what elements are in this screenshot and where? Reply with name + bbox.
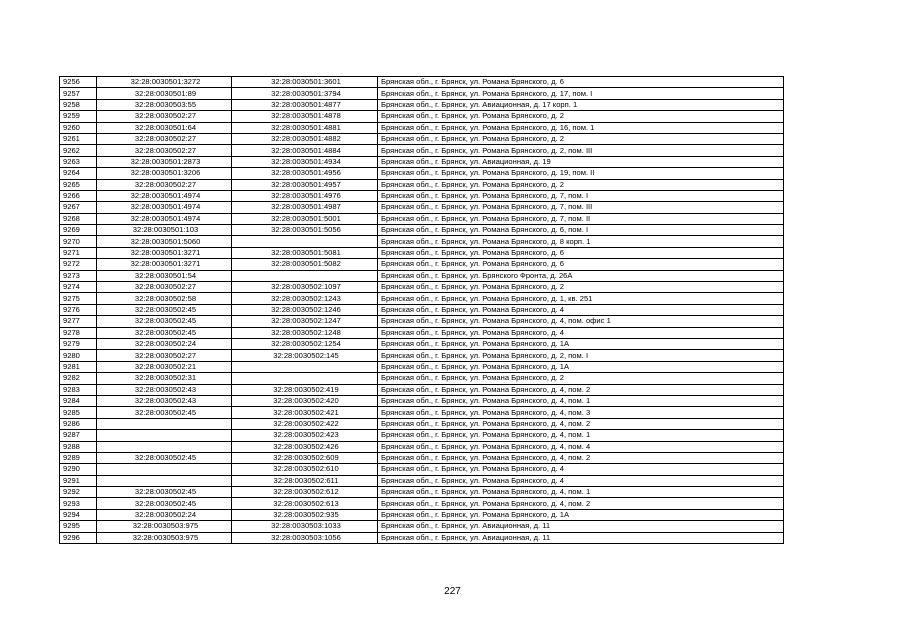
- address-cell: Брянская обл., г. Брянск, ул. Романа Брянского, д. 1А: [378, 338, 784, 349]
- cadastral-number-cell: 32:28:0030501:89: [97, 88, 232, 99]
- address-cell: Брянская обл., г. Брянск, ул. Романа Брянского, д. 6: [378, 77, 784, 88]
- object-cadastral-number-cell: 32:28:0030502:609: [232, 452, 378, 463]
- cadastral-number-cell: 32:28:0030501:64: [97, 122, 232, 133]
- object-cadastral-number-cell: 32:28:0030501:4956: [232, 168, 378, 179]
- object-cadastral-number-cell: 32:28:0030501:4976: [232, 190, 378, 201]
- table-row: [60, 259, 784, 270]
- address-cell: Брянская обл., г. Брянск, ул. Романа Брянского, д. 1А: [378, 509, 784, 520]
- address-cell: Брянская обл., г. Брянск, ул. Романа Брянского, д. 2: [378, 282, 784, 293]
- address-cell: Брянская обл., г. Брянск, ул. Романа Брянского, д. 7, пом. III: [378, 202, 784, 213]
- cadastral-number-cell: 32:28:0030501:3271: [97, 259, 232, 270]
- row-number-cell: 9296: [60, 532, 97, 543]
- object-cadastral-number-cell: 32:28:0030502:1097: [232, 282, 378, 293]
- table-row: [60, 179, 784, 190]
- row-number-cell: 9256: [60, 77, 97, 88]
- cadastral-number-cell: 32:28:0030501:5060: [97, 236, 232, 247]
- address-cell: Брянская обл., г. Брянск, ул. Романа Брянского, д. 4, пом. 1: [378, 395, 784, 406]
- row-number-cell: 9274: [60, 282, 97, 293]
- address-cell: Брянская обл., г. Брянск, ул. Романа Брянского, д. 6, пом. I: [378, 225, 784, 236]
- address-cell: Брянская обл., г. Брянск, ул. Романа Брянского, д. 4, пом. 2: [378, 418, 784, 429]
- row-number-cell: 9263: [60, 156, 97, 167]
- cadastral-number-cell: 32:28:0030502:21: [97, 361, 232, 372]
- address-cell: Брянская обл., г. Брянск, ул. Романа Брянского, д. 1, кв. 251: [378, 293, 784, 304]
- row-number-cell: 9276: [60, 304, 97, 315]
- row-number-cell: 9292: [60, 487, 97, 498]
- row-number-cell: 9281: [60, 361, 97, 372]
- cadastral-number-cell: 32:28:0030501:2873: [97, 156, 232, 167]
- address-cell: Брянская обл., г. Брянск, ул. Романа Брянского, д. 7, пом. II: [378, 213, 784, 224]
- cadastral-number-cell: [97, 418, 232, 429]
- row-number-cell: 9279: [60, 338, 97, 349]
- row-number-cell: 9293: [60, 498, 97, 509]
- object-cadastral-number-cell: 32:28:0030503:1056: [232, 532, 378, 543]
- row-number-cell: 9294: [60, 509, 97, 520]
- row-number-cell: 9266: [60, 190, 97, 201]
- table-body: [60, 77, 784, 544]
- cadastral-number-cell: 32:28:0030502:45: [97, 304, 232, 315]
- object-cadastral-number-cell: 32:28:0030502:611: [232, 475, 378, 486]
- address-cell: Брянская обл., г. Брянск, ул. Романа Брянского, д. 4: [378, 304, 784, 315]
- address-cell: Брянская обл., г. Брянск, ул. Романа Брянского, д. 2: [378, 179, 784, 190]
- table-row: [60, 190, 784, 201]
- table-row: [60, 430, 784, 441]
- cadastral-number-cell: 32:28:0030501:3271: [97, 247, 232, 258]
- table-row: [60, 168, 784, 179]
- address-cell: Брянская обл., г. Брянск, ул. Романа Брянского, д. 4, пом. 3: [378, 407, 784, 418]
- cadastral-number-cell: 32:28:0030502:24: [97, 509, 232, 520]
- row-number-cell: 9261: [60, 133, 97, 144]
- cadastral-number-cell: 32:28:0030501:4974: [97, 213, 232, 224]
- address-cell: Брянская обл., г. Брянск, ул. Романа Брянского, д. 1А: [378, 361, 784, 372]
- table-row: [60, 521, 784, 532]
- cadastral-number-cell: 32:28:0030503:55: [97, 99, 232, 110]
- row-number-cell: 9282: [60, 373, 97, 384]
- table-row: [60, 213, 784, 224]
- address-cell: Брянская обл., г. Брянск, ул. Романа Брянского, д. 4, пом. офис 1: [378, 316, 784, 327]
- object-cadastral-number-cell: [232, 373, 378, 384]
- table-row: [60, 487, 784, 498]
- cadastral-number-cell: 32:28:0030502:43: [97, 395, 232, 406]
- address-cell: Брянская обл., г. Брянск, ул. Романа Брянского, д. 2: [378, 373, 784, 384]
- address-cell: Брянская обл., г. Брянск, ул. Романа Брянского, д. 16, пом. 1: [378, 122, 784, 133]
- address-cell: Брянская обл., г. Брянск, ул. Романа Брянского, д. 7, пом. I: [378, 190, 784, 201]
- row-number-cell: 9270: [60, 236, 97, 247]
- object-cadastral-number-cell: [232, 270, 378, 281]
- address-cell: Брянская обл., г. Брянск, ул. Романа Брянского, д. 2: [378, 111, 784, 122]
- row-number-cell: 9257: [60, 88, 97, 99]
- table-row: [60, 282, 784, 293]
- address-cell: Брянская обл., г. Брянск, ул. Авиационная, д. 17 корп. 1: [378, 99, 784, 110]
- object-cadastral-number-cell: 32:28:0030501:4881: [232, 122, 378, 133]
- cadastral-number-cell: 32:28:0030502:27: [97, 350, 232, 361]
- table-row: [60, 475, 784, 486]
- address-cell: Брянская обл., г. Брянск, ул. Авиационная, д. 19: [378, 156, 784, 167]
- address-cell: Брянская обл., г. Брянск, ул. Романа Брянского, д. 2: [378, 133, 784, 144]
- table-row: [60, 373, 784, 384]
- row-number-cell: 9289: [60, 452, 97, 463]
- table-row: [60, 350, 784, 361]
- row-number-cell: 9262: [60, 145, 97, 156]
- table-row: [60, 316, 784, 327]
- cadastral-number-cell: 32:28:0030502:45: [97, 407, 232, 418]
- table-row: [60, 99, 784, 110]
- table-row: [60, 407, 784, 418]
- row-number-cell: 9259: [60, 111, 97, 122]
- row-number-cell: 9268: [60, 213, 97, 224]
- cadastral-number-cell: [97, 464, 232, 475]
- object-cadastral-number-cell: 32:28:0030501:4987: [232, 202, 378, 213]
- table-row: [60, 464, 784, 475]
- cadastral-number-cell: [97, 475, 232, 486]
- address-cell: Брянская обл., г. Брянск, ул. Романа Брянского, д. 6: [378, 259, 784, 270]
- row-number-cell: 9278: [60, 327, 97, 338]
- table-row: [60, 156, 784, 167]
- table-row: [60, 236, 784, 247]
- row-number-cell: 9288: [60, 441, 97, 452]
- address-cell: Брянская обл., г. Брянск, ул. Романа Брянского, д. 4, пом. 2: [378, 452, 784, 463]
- table-row: [60, 452, 784, 463]
- table-row: [60, 122, 784, 133]
- object-cadastral-number-cell: 32:28:0030502:613: [232, 498, 378, 509]
- object-cadastral-number-cell: 32:28:0030502:1247: [232, 316, 378, 327]
- property-registry-table: [59, 76, 784, 544]
- cadastral-number-cell: 32:28:0030501:54: [97, 270, 232, 281]
- object-cadastral-number-cell: 32:28:0030501:4884: [232, 145, 378, 156]
- cadastral-number-cell: 32:28:0030501:103: [97, 225, 232, 236]
- row-number-cell: 9260: [60, 122, 97, 133]
- object-cadastral-number-cell: 32:28:0030502:1254: [232, 338, 378, 349]
- row-number-cell: 9264: [60, 168, 97, 179]
- cadastral-number-cell: 32:28:0030501:3272: [97, 77, 232, 88]
- cadastral-number-cell: 32:28:0030502:27: [97, 133, 232, 144]
- row-number-cell: 9267: [60, 202, 97, 213]
- object-cadastral-number-cell: 32:28:0030501:4882: [232, 133, 378, 144]
- object-cadastral-number-cell: [232, 361, 378, 372]
- address-cell: Брянская обл., г. Брянск, ул. Романа Брянского, д. 4: [378, 464, 784, 475]
- address-cell: Брянская обл., г. Брянск, ул. Брянского Фронта, д. 26А: [378, 270, 784, 281]
- cadastral-number-cell: 32:28:0030502:27: [97, 179, 232, 190]
- object-cadastral-number-cell: 32:28:0030501:5081: [232, 247, 378, 258]
- cadastral-number-cell: 32:28:0030502:45: [97, 327, 232, 338]
- table-row: [60, 498, 784, 509]
- table-row: [60, 441, 784, 452]
- cadastral-number-cell: 32:28:0030502:45: [97, 498, 232, 509]
- table-row: [60, 338, 784, 349]
- address-cell: Брянская обл., г. Брянск, ул. Авиационная, д. 11: [378, 521, 784, 532]
- table-row: [60, 145, 784, 156]
- cadastral-number-cell: 32:28:0030502:27: [97, 282, 232, 293]
- table-row: [60, 77, 784, 88]
- row-number-cell: 9275: [60, 293, 97, 304]
- address-cell: Брянская обл., г. Брянск, ул. Романа Брянского, д. 4: [378, 475, 784, 486]
- row-number-cell: 9291: [60, 475, 97, 486]
- table-row: [60, 202, 784, 213]
- object-cadastral-number-cell: 32:28:0030502:145: [232, 350, 378, 361]
- table-row: [60, 225, 784, 236]
- object-cadastral-number-cell: 32:28:0030502:612: [232, 487, 378, 498]
- row-number-cell: 9280: [60, 350, 97, 361]
- row-number-cell: 9290: [60, 464, 97, 475]
- row-number-cell: 9272: [60, 259, 97, 270]
- object-cadastral-number-cell: 32:28:0030502:1246: [232, 304, 378, 315]
- cadastral-number-cell: 32:28:0030503:975: [97, 521, 232, 532]
- address-cell: Брянская обл., г. Брянск, ул. Романа Брянского, д. 8 корп. 1: [378, 236, 784, 247]
- row-number-cell: 9273: [60, 270, 97, 281]
- cadastral-number-cell: 32:28:0030503:975: [97, 532, 232, 543]
- row-number-cell: 9286: [60, 418, 97, 429]
- cadastral-number-cell: 32:28:0030502:43: [97, 384, 232, 395]
- object-cadastral-number-cell: 32:28:0030503:1033: [232, 521, 378, 532]
- address-cell: Брянская обл., г. Брянск, ул. Романа Брянского, д. 4, пом. 2: [378, 384, 784, 395]
- row-number-cell: 9284: [60, 395, 97, 406]
- address-cell: Брянская обл., г. Брянск, ул. Романа Брянского, д. 4, пом. 1: [378, 430, 784, 441]
- address-cell: Брянская обл., г. Брянск, ул. Романа Брянского, д. 4: [378, 327, 784, 338]
- table-row: [60, 509, 784, 520]
- table-row: [60, 361, 784, 372]
- table-row: [60, 270, 784, 281]
- object-cadastral-number-cell: [232, 236, 378, 247]
- row-number-cell: 9283: [60, 384, 97, 395]
- table-row: [60, 327, 784, 338]
- address-cell: Брянская обл., г. Брянск, ул. Авиационная, д. 11: [378, 532, 784, 543]
- cadastral-number-cell: 32:28:0030502:58: [97, 293, 232, 304]
- address-cell: Брянская обл., г. Брянск, ул. Романа Брянского, д. 4, пом. 4: [378, 441, 784, 452]
- cadastral-number-cell: 32:28:0030502:45: [97, 316, 232, 327]
- table-row: [60, 88, 784, 99]
- cadastral-number-cell: [97, 430, 232, 441]
- cadastral-number-cell: [97, 441, 232, 452]
- cadastral-number-cell: 32:28:0030502:45: [97, 452, 232, 463]
- row-number-cell: 9265: [60, 179, 97, 190]
- cadastral-number-cell: 32:28:0030502:27: [97, 111, 232, 122]
- object-cadastral-number-cell: 32:28:0030501:3601: [232, 77, 378, 88]
- address-cell: Брянская обл., г. Брянск, ул. Романа Брянского, д. 4, пом. 2: [378, 498, 784, 509]
- object-cadastral-number-cell: 32:28:0030501:5082: [232, 259, 378, 270]
- object-cadastral-number-cell: 32:28:0030502:422: [232, 418, 378, 429]
- table-row: [60, 395, 784, 406]
- table-row: [60, 247, 784, 258]
- object-cadastral-number-cell: 32:28:0030501:4934: [232, 156, 378, 167]
- table-row: [60, 111, 784, 122]
- table-row: [60, 384, 784, 395]
- address-cell: Брянская обл., г. Брянск, ул. Романа Брянского, д. 4, пом. 1: [378, 487, 784, 498]
- object-cadastral-number-cell: 32:28:0030502:421: [232, 407, 378, 418]
- address-cell: Брянская обл., г. Брянск, ул. Романа Брянского, д. 19, пом. II: [378, 168, 784, 179]
- object-cadastral-number-cell: 32:28:0030501:5001: [232, 213, 378, 224]
- page-number: 227: [444, 586, 461, 597]
- row-number-cell: 9258: [60, 99, 97, 110]
- table-row: [60, 418, 784, 429]
- object-cadastral-number-cell: 32:28:0030501:4878: [232, 111, 378, 122]
- row-number-cell: 9271: [60, 247, 97, 258]
- object-cadastral-number-cell: 32:28:0030502:420: [232, 395, 378, 406]
- cadastral-number-cell: 32:28:0030502:24: [97, 338, 232, 349]
- object-cadastral-number-cell: 32:28:0030502:426: [232, 441, 378, 452]
- table-row: [60, 293, 784, 304]
- cadastral-number-cell: 32:28:0030501:4974: [97, 190, 232, 201]
- table-row: [60, 133, 784, 144]
- cadastral-number-cell: 32:28:0030502:27: [97, 145, 232, 156]
- cadastral-number-cell: 32:28:0030501:4974: [97, 202, 232, 213]
- cadastral-number-cell: 32:28:0030501:3206: [97, 168, 232, 179]
- row-number-cell: 9287: [60, 430, 97, 441]
- table-row: [60, 304, 784, 315]
- object-cadastral-number-cell: 32:28:0030501:3794: [232, 88, 378, 99]
- row-number-cell: 9277: [60, 316, 97, 327]
- object-cadastral-number-cell: 32:28:0030502:1248: [232, 327, 378, 338]
- row-number-cell: 9269: [60, 225, 97, 236]
- address-cell: Брянская обл., г. Брянск, ул. Романа Брянского, д. 2, пом. III: [378, 145, 784, 156]
- table-row: [60, 532, 784, 543]
- object-cadastral-number-cell: 32:28:0030502:610: [232, 464, 378, 475]
- cadastral-number-cell: 32:28:0030502:31: [97, 373, 232, 384]
- address-cell: Брянская обл., г. Брянск, ул. Романа Брянского, д. 2, пом. I: [378, 350, 784, 361]
- object-cadastral-number-cell: 32:28:0030502:1243: [232, 293, 378, 304]
- row-number-cell: 9285: [60, 407, 97, 418]
- object-cadastral-number-cell: 32:28:0030501:4957: [232, 179, 378, 190]
- object-cadastral-number-cell: 32:28:0030502:935: [232, 509, 378, 520]
- address-cell: Брянская обл., г. Брянск, ул. Романа Брянского, д. 6: [378, 247, 784, 258]
- object-cadastral-number-cell: 32:28:0030502:419: [232, 384, 378, 395]
- object-cadastral-number-cell: 32:28:0030501:4877: [232, 99, 378, 110]
- address-cell: Брянская обл., г. Брянск, ул. Романа Брянского, д. 17, пом. I: [378, 88, 784, 99]
- cadastral-number-cell: 32:28:0030502:45: [97, 487, 232, 498]
- row-number-cell: 9295: [60, 521, 97, 532]
- object-cadastral-number-cell: 32:28:0030501:5056: [232, 225, 378, 236]
- object-cadastral-number-cell: 32:28:0030502:423: [232, 430, 378, 441]
